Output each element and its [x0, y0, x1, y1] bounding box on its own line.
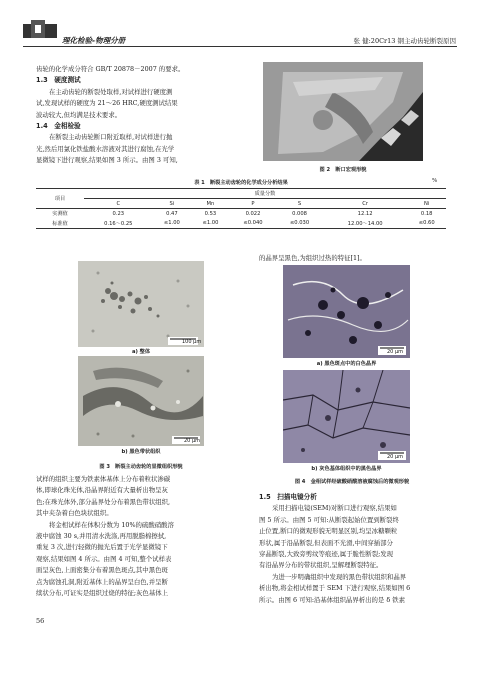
table-cell: ≤0.040	[243, 220, 263, 227]
right-column-top: 的晶界呈黑色,为组织过热的特征[1]。	[259, 254, 366, 262]
table-1-unit: %	[432, 178, 438, 184]
paragraph-line: 观察,结果如图 4 所示。由图 4 可知,整个试样表	[36, 554, 172, 563]
table-cell: 0.18	[420, 210, 433, 217]
figure-4b-micrograph	[283, 370, 410, 463]
paragraph-line: 穿晶断裂,大致旁剪纹等痕迹,属于脆性断裂;发现	[259, 550, 394, 559]
paragraph-line: 显微镜下进行观察,结果如图 3 所示。由图 3 可知,	[36, 156, 178, 165]
figure-2-caption: 图 2 断口宏观形貌	[319, 167, 367, 173]
table-cell: ≤0.60	[418, 220, 435, 227]
left-column-bottom	[36, 474, 246, 599]
table-header-si: Si	[153, 199, 192, 209]
table-header-p: P	[230, 199, 277, 209]
figure-4a-label: a) 黑色斑点中的白色晶界	[316, 361, 377, 367]
table-cell: ≤1.00	[202, 220, 219, 227]
header-rule	[23, 46, 457, 47]
table-item-header: 项目	[36, 189, 84, 209]
paragraph-line: 在主动齿轮的断裂处取样,对试样进行硬度测	[49, 87, 173, 96]
running-title: 张 健:20Cr13 钢主动齿轮断裂原因	[353, 37, 456, 45]
paragraph-line: 形状,属于沿晶断裂,但表面不光滑,中间穿插部分	[259, 538, 393, 547]
page-number: 56	[36, 617, 45, 625]
table-column-headers	[36, 199, 446, 209]
paragraph-line: 有沿晶界分布的带状组织,呈解理断裂特征。	[259, 561, 383, 570]
table-cell: 0.23	[112, 210, 125, 217]
figure-3b-scale: 20 μm	[184, 438, 201, 444]
paragraph-line: 在断裂主动齿轮断口附近取样,对试样进行抛	[49, 133, 173, 142]
figure-4b-label: b) 灰色基体组织中的黑色晶界	[311, 466, 382, 472]
table-header-s: S	[276, 199, 323, 209]
paragraph-line: 止位置,断口的微观形貌无明显区别,均呈冰糖颗粒	[259, 527, 398, 536]
paragraph-line: 体,即球化珠光体,沿晶界附近有大量析出物呈灰	[36, 486, 168, 495]
paragraph-line: 图 5 所示。由图 5 可知:从断裂起始位置到断裂终	[259, 515, 399, 524]
figure-3b-micrograph	[78, 356, 204, 446]
figure-3b-label: b) 黑色带状组织	[121, 449, 161, 455]
paragraph-line: 采用扫描电镜(SEM)对断口进行观察,结果如	[272, 504, 397, 513]
table-cell: 0.008	[292, 210, 307, 217]
table-row-label: 标准值	[52, 220, 68, 227]
figure-4a-micrograph	[283, 265, 410, 358]
paragraph-line: 齿轮的化学成分符合 GB/T 20878－2007 的要求。	[36, 65, 185, 73]
table-row	[36, 209, 446, 219]
paragraph-line: 试样的组织主要为铁素体基体上分布着粒状渗碳	[36, 475, 171, 483]
table-cell: ≤1.00	[163, 220, 180, 227]
paragraph-line: 续状分布,可证实是组织过烧的特征;灰色基体上	[36, 589, 168, 598]
table-header-ni: Ni	[407, 199, 446, 209]
table-cell: 12.12	[357, 210, 373, 217]
paragraph-line: 将金相试样在体积分数为 10%的硫酸硝酸溶	[49, 520, 174, 529]
section-heading-metallography: 1.4 金相检验	[36, 122, 81, 131]
paragraph-line: 波动较大,但均满足技术要求。	[36, 110, 122, 119]
right-column-bottom	[259, 492, 445, 606]
table-cell: ≤0.030	[289, 220, 310, 227]
left-column-top	[36, 64, 246, 167]
paragraph-line: 试,发现试样的硬度为 21～26 HRC,硬度测试结果	[36, 99, 178, 108]
paragraph-line: 面呈灰色,上面密集分布着黑色斑点,其中黑色斑	[36, 566, 168, 575]
figure-2-photo	[263, 62, 423, 161]
table-cell: 0.022	[245, 210, 261, 217]
table-cell: 12.00～14.00	[347, 220, 383, 227]
figure-3a-label: a) 整体	[131, 349, 151, 355]
table-cell: 0.53	[204, 210, 217, 217]
figure-4-caption: 图 4 金相试样经硫酸硝酸溶液腐蚀后的微观形貌	[294, 479, 410, 485]
paragraph-line: 所示。由图 6 可知:沿基体组织晶界析出的是 δ 铁素	[259, 595, 406, 604]
paragraph-line: 色;在珠光体外,部分晶界处分布着黑色带状组织,	[36, 497, 171, 506]
table-header-cr: Cr	[323, 199, 408, 209]
table-header-mn: Mn	[191, 199, 230, 209]
paragraph-line: 点为腐蚀孔洞,附近基体上的晶界呈白色,并呈断	[36, 577, 168, 586]
figure-3-caption: 图 3 断裂主动齿轮的显微组织形貌	[99, 464, 183, 470]
table-1	[36, 188, 446, 229]
journal-name: 理化检验-物理分册	[62, 36, 126, 45]
table-cell: 0.16～0.25	[104, 220, 133, 227]
paragraph-line: 光,然后用氯化铁盐酸水溶液对其进行腐蚀,在光学	[36, 144, 175, 153]
section-heading-sem: 1.5 扫描电镜分析	[259, 493, 317, 501]
paragraph-line: 液中腐蚀 30 s,并用清水洗涤,再用脱脂棉擦拭,	[36, 532, 167, 541]
table-header-c: C	[84, 199, 153, 209]
figure-4b-scale: 20 μm	[387, 454, 404, 460]
figure-3a-micrograph	[78, 261, 204, 347]
paragraph-line: 重复 3 次,进行轻微的抛光后置于光学显微镜下	[36, 543, 168, 552]
figure-3a-scale: 100 μm	[182, 339, 202, 345]
table-group-header: 质量分数	[84, 189, 446, 199]
section-heading-hardness: 1.3 硬度测试	[36, 76, 81, 85]
paragraph-line: 为进一步明确组织中发现的黑色带状组织和晶界	[272, 572, 407, 581]
table-row-label: 实测值	[52, 211, 68, 218]
table-cell: 0.47	[166, 210, 178, 217]
table-row	[36, 219, 446, 229]
figure-4a-scale: 20 μm	[387, 349, 404, 355]
table-1-caption: 表 1 断裂主动齿轮的化学成分分析结果	[194, 180, 288, 186]
paragraph-line: 其中夹杂着白色块状组织。	[36, 509, 113, 518]
paragraph-line: 析出物,将金相试样置于 SEM 下进行观察,结果如图 6	[259, 584, 411, 593]
